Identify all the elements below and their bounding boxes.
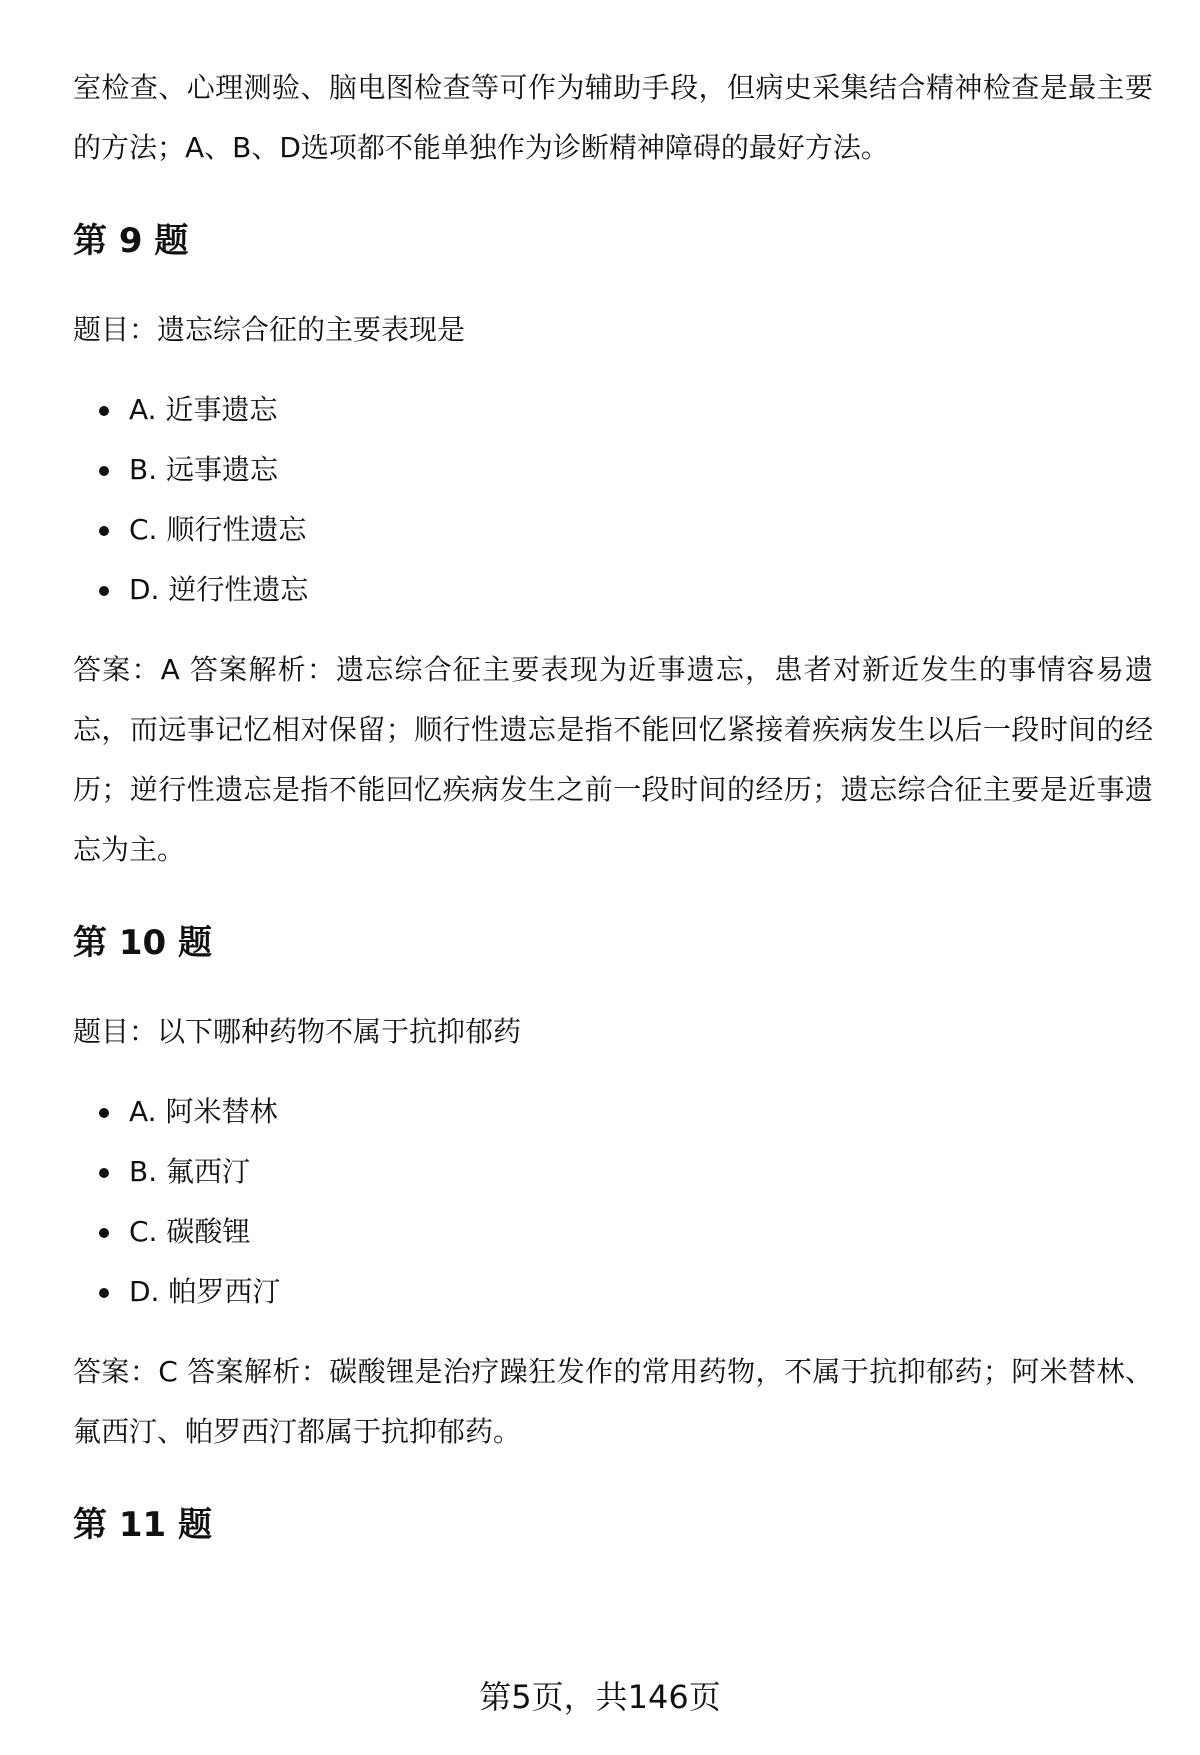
answer-explanation: 答案：C 答案解析：碳酸锂是治疗躁狂发作的常用药物，不属于抗抑郁药；阿米替林、氟西汀、帕罗西汀都属于抗抑郁药。: [73, 1355, 1153, 1448]
option-b: B. 远事遗忘: [73, 440, 1153, 500]
question-heading: 第 11 题: [73, 1505, 212, 1545]
option-b: B. 氟西汀: [73, 1142, 1153, 1202]
answer-explanation: 答案：A 答案解析：遗忘综合征主要表现为近事遗忘，患者对新近发生的事情容易遗忘，而远事记忆相对保留；顺行性遗忘是指不能回忆紧接着疾病发生以后一段时间的经历；逆行性遗忘是指不能回忆疾病发生之前一段时间的经历；遗忘综合征主要是近事遗忘为主。: [73, 653, 1153, 866]
option-d: D. 帕罗西汀: [73, 1262, 1153, 1322]
option-a: A. 阿米替林: [73, 1082, 1153, 1142]
option-c: C. 碳酸锂: [73, 1202, 1153, 1262]
option-list: [73, 380, 1153, 620]
option-c: C. 顺行性遗忘: [73, 500, 1153, 560]
option-a: A. 近事遗忘: [73, 380, 1153, 440]
question-heading: 第 9 题: [73, 221, 189, 261]
question-block-9: [73, 216, 1153, 880]
option-d: D. 逆行性遗忘: [73, 560, 1153, 620]
question-text: 题目：以下哪种药物不属于抗抑郁药: [73, 1015, 522, 1048]
page-number: 第5页，共146页: [479, 1678, 721, 1716]
intro-paragraph: 室检查、心理测验、脑电图检查等可作为辅助手段，但病史采集结合精神检查是最主要的方法；A、B、D选项都不能单独作为诊断精神障碍的最好方法。: [73, 71, 1153, 164]
question-heading: 第 10 题: [73, 923, 212, 963]
question-text: 题目：遗忘综合征的主要表现是: [73, 313, 466, 346]
question-block-10: [73, 918, 1153, 1462]
page-content: [73, 58, 1153, 1550]
option-list: [73, 1082, 1153, 1322]
question-block-11: [73, 1500, 1153, 1550]
